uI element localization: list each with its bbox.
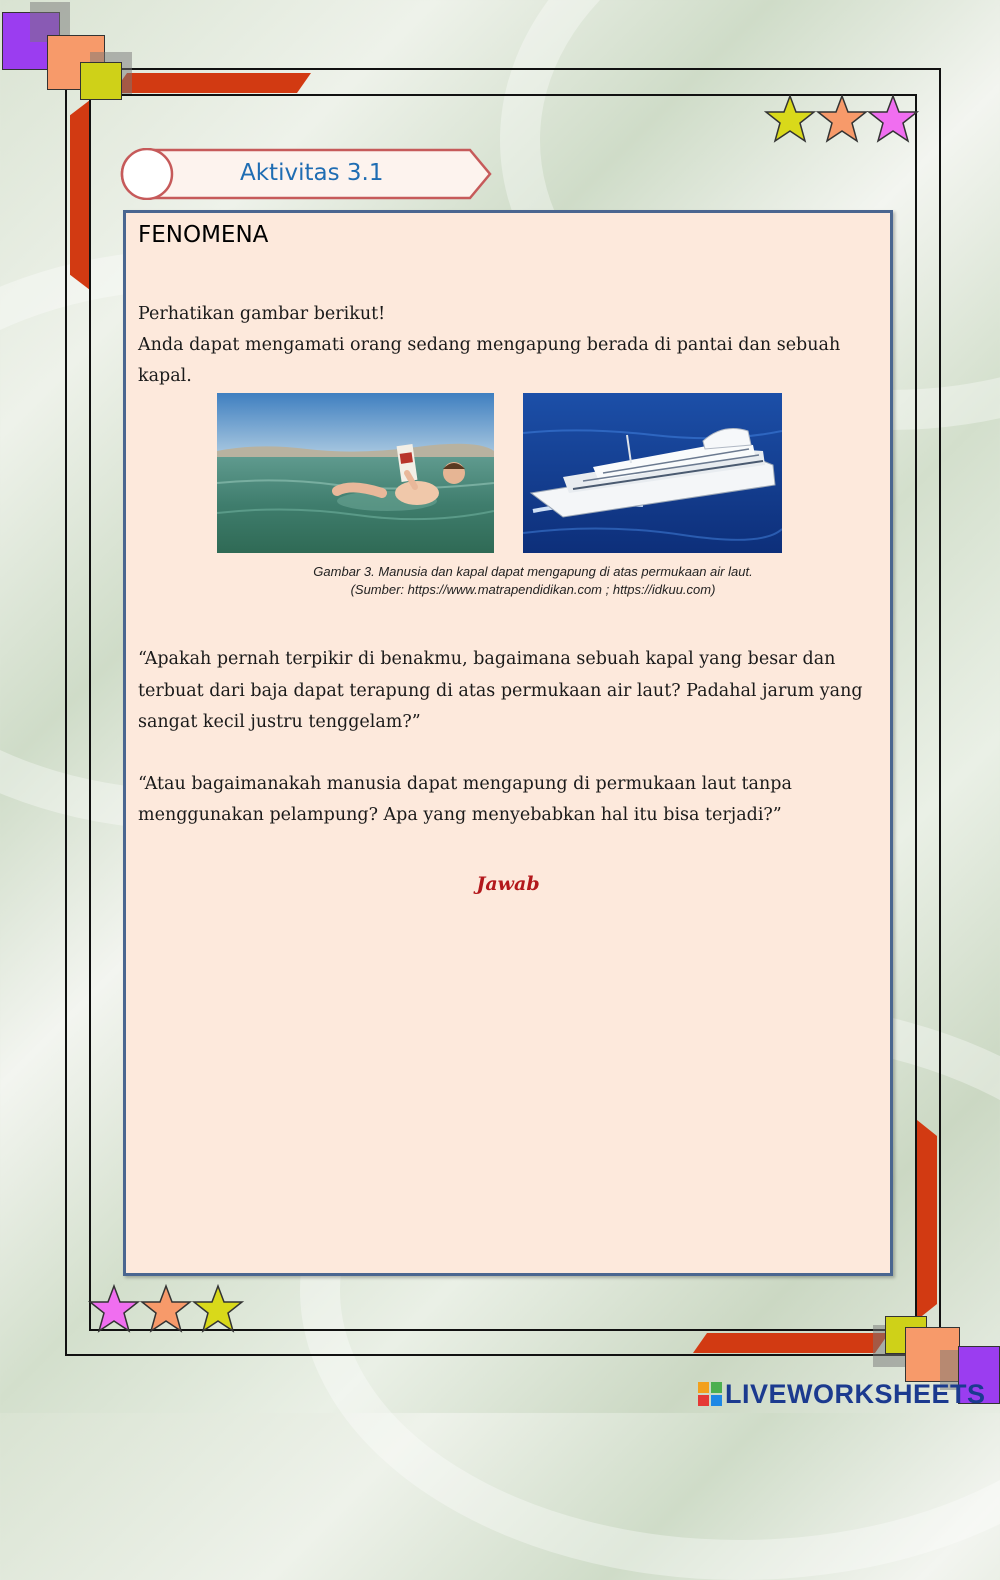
star-pink-icon bbox=[869, 96, 917, 141]
section-heading: FENOMENA bbox=[138, 222, 269, 248]
question-2-line-1: “Atau bagaimanakah manusia dapat mengapung di permukaan laut tanpa bbox=[138, 774, 792, 794]
photo-cruise-ship bbox=[523, 393, 782, 553]
stars-bottom-left bbox=[88, 1284, 248, 1334]
intro-line-1: Perhatikan gambar berikut! bbox=[138, 304, 386, 324]
star-yellow-icon bbox=[766, 96, 814, 141]
logo-icon bbox=[698, 1382, 722, 1406]
figure-caption: Gambar 3. Manusia dan kapal dapat mengapung di atas permukaan air laut. bbox=[313, 564, 753, 579]
question-1-line-1: “Apakah pernah terpikir di benakmu, bagaimana sebuah kapal yang besar dan bbox=[138, 649, 836, 669]
answer-area[interactable] bbox=[140, 910, 876, 1260]
star-orange-icon bbox=[142, 1286, 190, 1331]
logo-text: LIVEWORKSHEETS bbox=[725, 1378, 986, 1409]
corner-square-yellow bbox=[80, 62, 122, 100]
answer-label: Jawab bbox=[476, 873, 540, 895]
intro-line-2: Anda dapat mengamati orang sedang mengapung berada di pantai dan sebuah kapal. bbox=[138, 335, 841, 386]
figure-source: (Sumber: https://www.matrapendidikan.com ; https://idkuu.com) bbox=[350, 582, 716, 597]
star-orange-icon bbox=[818, 96, 866, 141]
question-1-line-3: sangat kecil justru tenggelam?” bbox=[138, 712, 421, 732]
activity-title: Aktivitas 3.1 bbox=[240, 160, 384, 186]
liveworksheets-logo[interactable] bbox=[698, 1379, 986, 1409]
stars-top-right bbox=[764, 94, 920, 144]
photo-person-floating bbox=[217, 393, 494, 553]
star-pink-icon bbox=[90, 1286, 138, 1331]
star-yellow-icon bbox=[194, 1286, 242, 1331]
question-2-line-2: menggunakan pelampung? Apa yang menyebabkan hal itu bisa terjadi?” bbox=[138, 805, 782, 825]
question-1-line-2: terbuat dari baja dapat terapung di atas permukaan air laut? Padahal jarum yang bbox=[138, 681, 863, 701]
